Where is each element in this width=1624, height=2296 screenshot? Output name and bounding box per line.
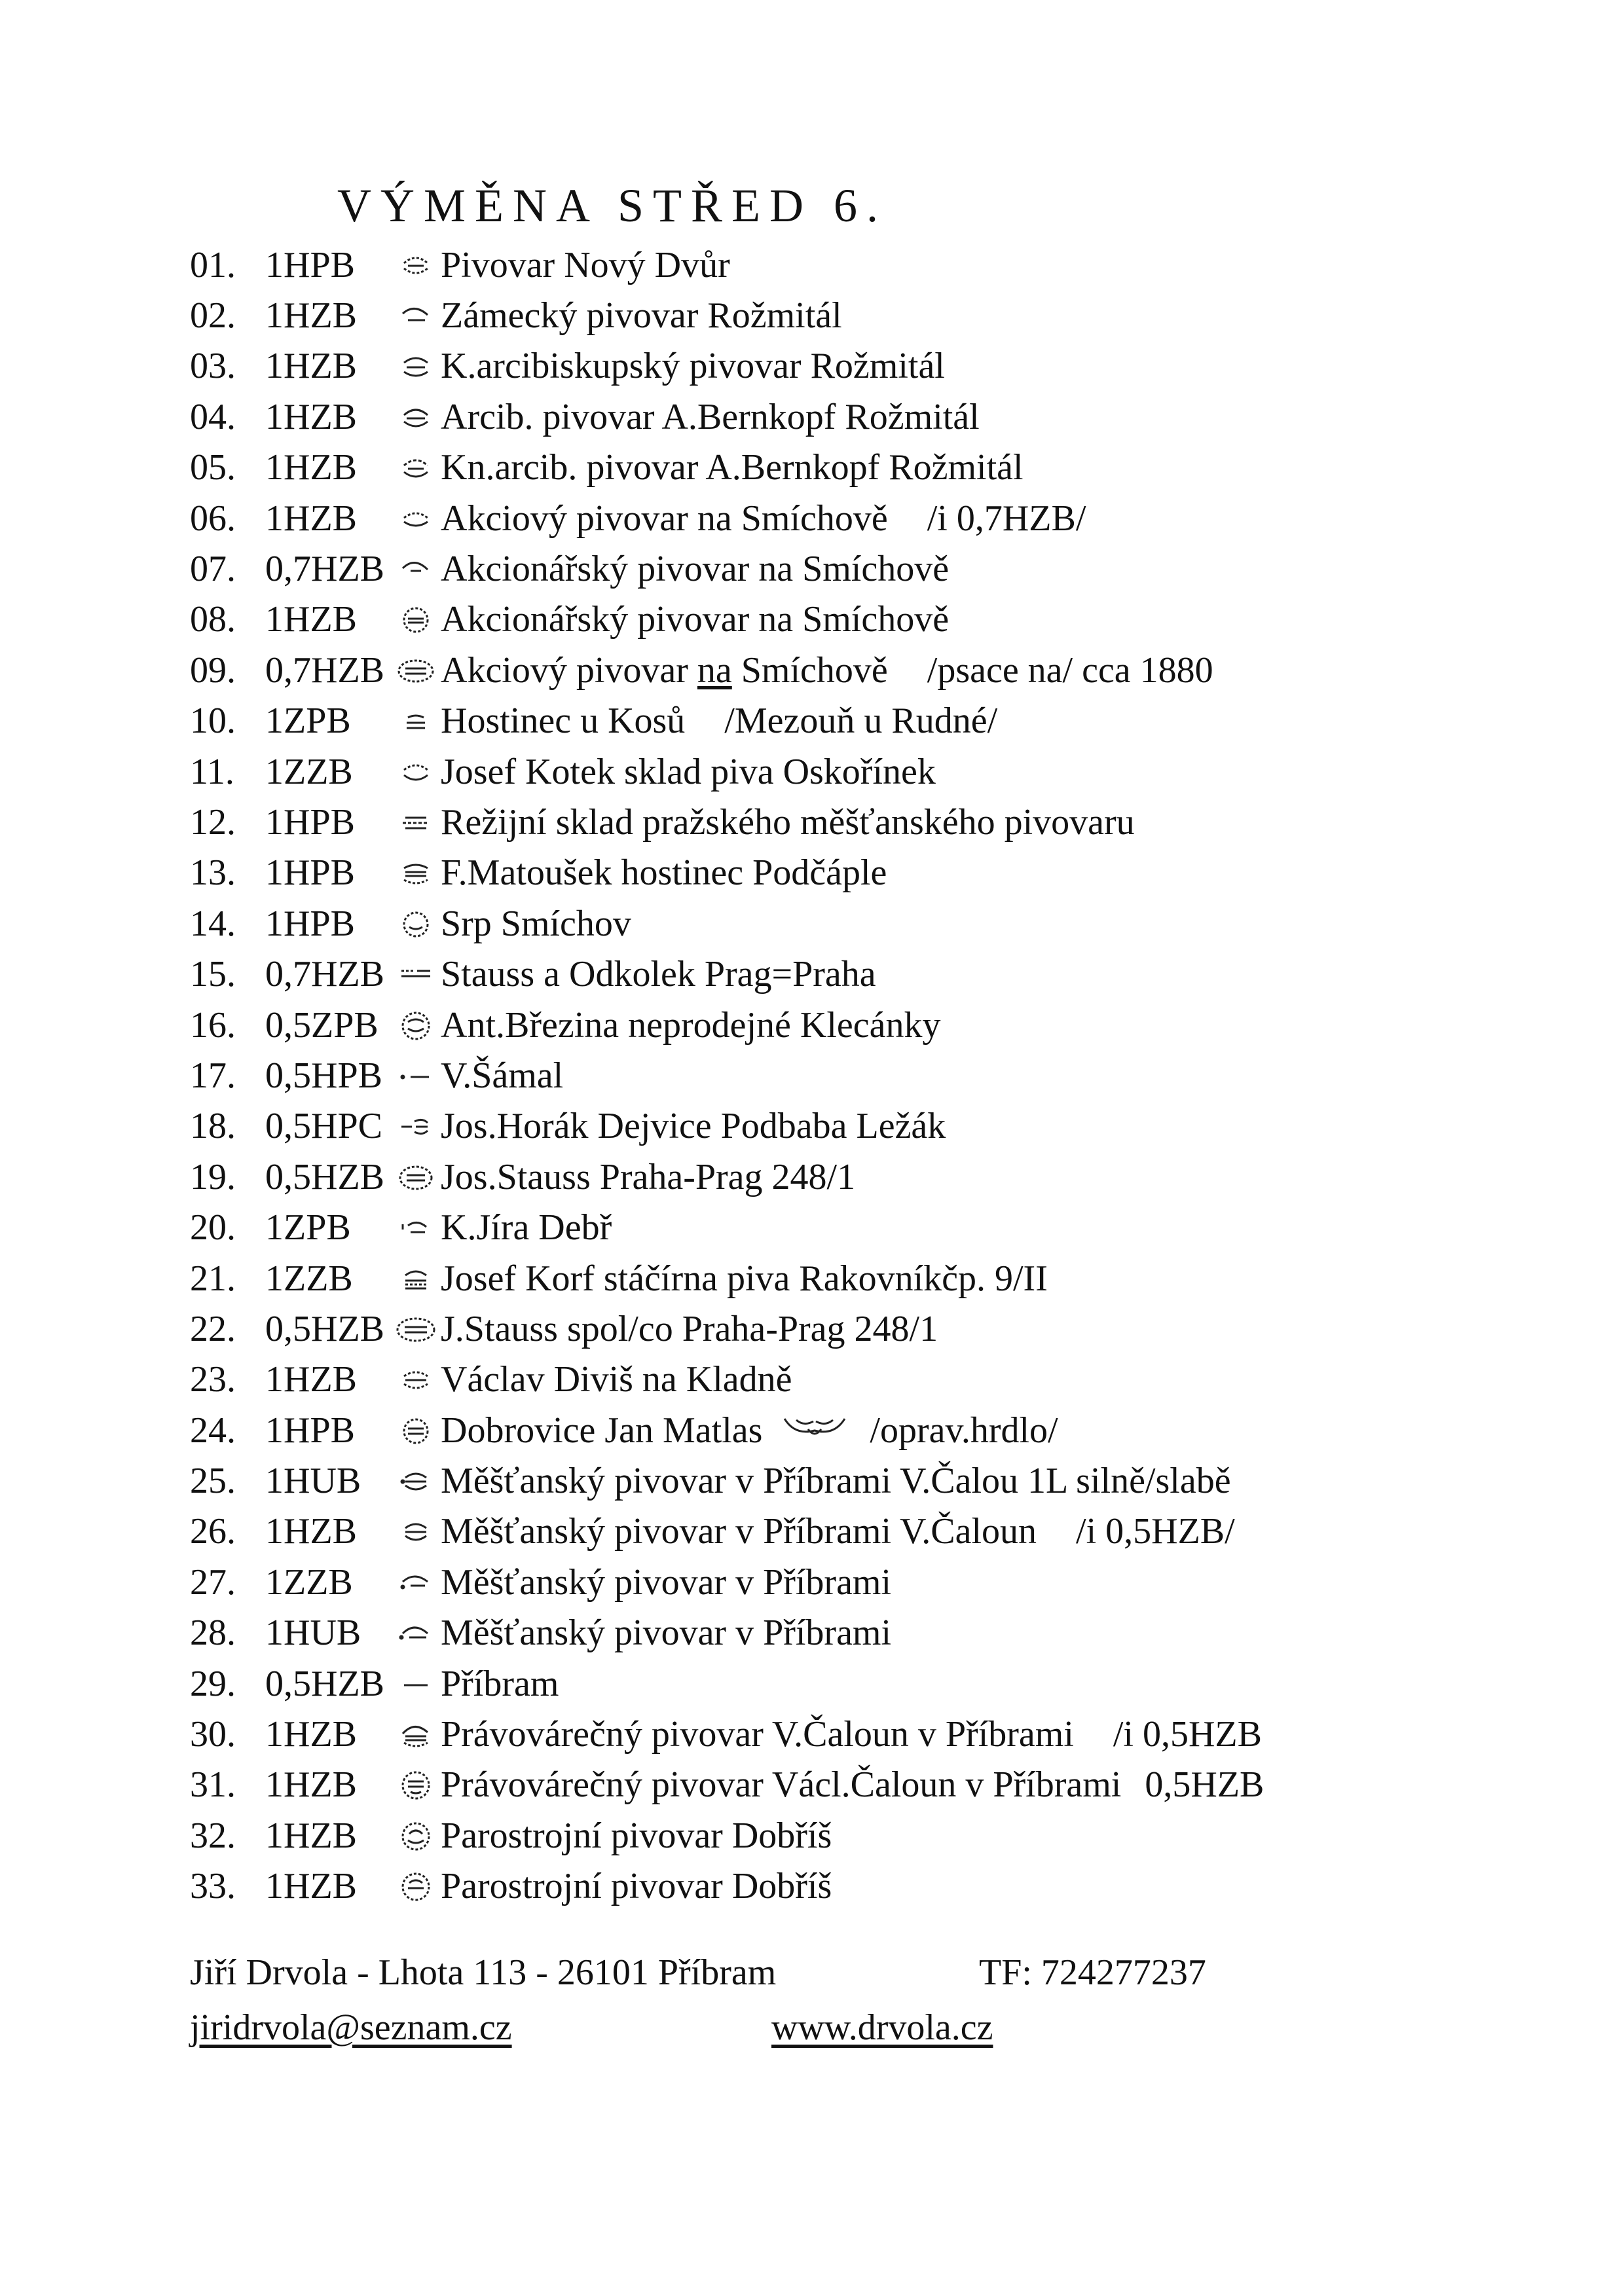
item-code: 1HZB: [265, 396, 357, 437]
item-description: Josef Korf stáčírna piva Rakovníkčp. 9/II: [441, 1258, 1048, 1299]
stopper-mark-icon: [391, 856, 441, 889]
stopper-mark-icon: [391, 1110, 441, 1142]
stopper-mark-icon: [391, 1161, 441, 1194]
contact-name-address: Jiří Drvola - Lhota 113 - 26101 Příbram: [190, 1952, 777, 1993]
contact-phone: TF: 724277237: [979, 1952, 1206, 1993]
list-item: [190, 1355, 1565, 1405]
item-code: 1HZB: [265, 1866, 357, 1907]
stopper-mark-icon: [391, 603, 441, 636]
item-description: Václav Diviš na Kladně: [441, 1359, 792, 1400]
list-item: [190, 594, 1565, 645]
list-item: [190, 443, 1565, 493]
bottle-list: [190, 240, 1565, 1912]
stopper-mark-icon: [391, 1767, 441, 1802]
stopper-mark-icon: [391, 1667, 441, 1700]
stopper-mark-icon: [391, 806, 441, 839]
item-number: 01.: [190, 244, 236, 285]
item-description: Jos.Horák Dejvice Podbaba Ležák: [441, 1106, 946, 1147]
item-number: 25.: [190, 1461, 236, 1502]
item-description: Akciový pivovar na Smíchově: [441, 498, 888, 539]
stopper-mark-icon: [391, 1818, 441, 1853]
item-number: 03.: [190, 346, 236, 387]
list-item: [190, 1000, 1565, 1050]
list-item: [190, 1760, 1565, 1810]
stopper-mark-icon: [391, 1868, 441, 1904]
list-item: [190, 1709, 1565, 1759]
list-item: [190, 1810, 1565, 1861]
item-code: 0,5HZB: [265, 1663, 384, 1704]
item-description: K.arcibiskupský pivovar Rožmitál: [441, 346, 945, 387]
item-code: 1HPB: [265, 801, 355, 843]
item-description: Akcionářský pivovar na Smíchově: [441, 599, 950, 640]
item-number: 13.: [190, 852, 236, 894]
stopper-mark-icon: [391, 1313, 441, 1345]
item-note: /i 0,5HZB/: [1076, 1511, 1235, 1552]
list-item: [190, 493, 1565, 543]
item-description: Akciový pivovar na Smíchově: [441, 649, 888, 691]
bottle-logo-icon: [782, 1412, 847, 1449]
item-code: 0,7HZB: [265, 954, 384, 995]
item-description: Jos.Stauss Praha-Prag 248/1: [441, 1156, 856, 1197]
item-number: 14.: [190, 903, 236, 944]
item-code: 1HPB: [265, 244, 355, 285]
stopper-mark-icon: [391, 299, 441, 332]
item-code: 0,5HZB: [265, 1156, 384, 1197]
item-note: /psace na/ cca 1880: [927, 649, 1213, 691]
item-description: Akcionářský pivovar na Smíchově: [441, 549, 950, 590]
item-description: Měšťanský pivovar v Příbrami V.Čaloun: [441, 1511, 1037, 1552]
stopper-mark-icon: [391, 451, 441, 484]
item-number: 28.: [190, 1613, 236, 1654]
stopper-mark-icon: [391, 502, 441, 535]
item-description: Právovárečný pivovar V.Čaloun v Příbrami: [441, 1714, 1074, 1755]
item-code: 1HZB: [265, 599, 357, 640]
item-description: Měšťanský pivovar v Příbrami: [441, 1561, 892, 1603]
item-number: 15.: [190, 954, 236, 995]
item-number: 09.: [190, 649, 236, 691]
item-number: 17.: [190, 1055, 236, 1096]
item-code: 1HZB: [265, 346, 357, 387]
item-code: 1ZZB: [265, 1561, 353, 1603]
item-number: 18.: [190, 1106, 236, 1147]
item-code: 1HZB: [265, 1815, 357, 1856]
item-description: Stauss a Odkolek Prag=Praha: [441, 954, 876, 995]
item-number: 21.: [190, 1258, 236, 1299]
item-description: J.Stauss spol/co Praha-Prag 248/1: [441, 1308, 938, 1349]
item-number: 22.: [190, 1308, 236, 1349]
item-description: Pivovar Nový Dvůr: [441, 244, 730, 285]
item-code: 0,5HZB: [265, 1308, 384, 1349]
item-number: 02.: [190, 295, 236, 337]
item-description: Měšťanský pivovar v Příbrami: [441, 1613, 892, 1654]
item-description: Kn.arcib. pivovar A.Bernkopf Rožmitál: [441, 447, 1024, 488]
stopper-mark-icon: [391, 249, 441, 282]
item-description: Dobrovice Jan Matlas: [441, 1410, 763, 1451]
item-code: 0,5HPB: [265, 1055, 382, 1096]
item-description: Josef Kotek sklad piva Oskořínek: [441, 751, 936, 792]
list-item: [190, 1202, 1565, 1252]
item-code: 0,7HZB: [265, 649, 384, 691]
stopper-mark-icon: [391, 1414, 441, 1447]
list-item: [190, 898, 1565, 949]
item-code: 1HZB: [265, 1764, 357, 1806]
item-code: 1HPB: [265, 852, 355, 894]
stopper-mark-icon: [391, 1465, 441, 1497]
contact-email-link[interactable]: jiridrvola@seznam.cz: [190, 2007, 512, 2048]
item-number: 33.: [190, 1866, 236, 1907]
item-number: 12.: [190, 801, 236, 843]
item-description: K.Jíra Debř: [441, 1207, 612, 1248]
page-title: VÝMĚNA STŘED 6.: [337, 179, 888, 232]
list-item: [190, 797, 1565, 847]
item-number: 23.: [190, 1359, 236, 1400]
list-item: [190, 1455, 1565, 1506]
item-number: 16.: [190, 1004, 236, 1046]
item-description: Parostrojní pivovar Dobříš: [441, 1866, 832, 1907]
item-number: 29.: [190, 1663, 236, 1704]
item-number: 05.: [190, 447, 236, 488]
item-note: /i 0,5HZB: [1113, 1714, 1262, 1755]
item-number: 10.: [190, 701, 236, 742]
item-code: 1HPB: [265, 1410, 355, 1451]
stopper-mark-icon: [391, 907, 441, 940]
stopper-mark-icon: [391, 1515, 441, 1548]
stopper-mark-icon: [391, 1363, 441, 1396]
stopper-mark-icon: [391, 1566, 441, 1599]
stopper-mark-icon: [391, 1059, 441, 1092]
item-code: 1HZB: [265, 295, 357, 337]
item-description: Arcib. pivovar A.Bernkopf Rožmitál: [441, 396, 980, 437]
list-item: [190, 1405, 1565, 1455]
item-description: Srp Smíchov: [441, 903, 631, 944]
item-number: 30.: [190, 1714, 236, 1755]
item-note: /i 0,7HZB/: [927, 498, 1086, 539]
item-note: 0,5HZB: [1145, 1764, 1264, 1806]
website-link[interactable]: www.drvola.cz: [771, 2007, 993, 2048]
list-item: [190, 1861, 1565, 1912]
item-description: V.Šámal: [441, 1055, 564, 1096]
item-code: 1HZB: [265, 447, 357, 488]
stopper-mark-icon: [391, 350, 441, 382]
item-description: Měšťanský pivovar v Příbrami V.Čalou 1L silně/slabě: [441, 1461, 1231, 1502]
item-number: 08.: [190, 599, 236, 640]
item-code: 1HUB: [265, 1613, 361, 1654]
item-code: 0,5HPC: [265, 1106, 382, 1147]
list-item: [190, 848, 1565, 898]
item-code: 1ZZB: [265, 1258, 353, 1299]
item-number: 26.: [190, 1511, 236, 1552]
stopper-mark-icon: [391, 1616, 441, 1649]
stopper-mark-icon: [391, 401, 441, 433]
list-item: [190, 392, 1565, 442]
stopper-mark-icon: [391, 1717, 441, 1752]
item-description: F.Matoušek hostinec Podčáple: [441, 852, 887, 894]
item-description: Ant.Březina neprodejné Klecánky: [441, 1004, 941, 1046]
list-item: [190, 543, 1565, 594]
stopper-mark-icon: [391, 756, 441, 788]
stopper-mark-icon: [391, 704, 441, 737]
item-code: 1HPB: [265, 903, 355, 944]
item-description: Režijní sklad pražského měšťanského pivovaru: [441, 801, 1135, 843]
list-item: [190, 290, 1565, 340]
item-note: /oprav.hrdlo/: [870, 1410, 1058, 1451]
stopper-mark-icon: [391, 1211, 441, 1244]
list-item: [190, 645, 1565, 695]
list-item: [190, 1253, 1565, 1303]
item-number: 31.: [190, 1764, 236, 1806]
item-number: 19.: [190, 1156, 236, 1197]
stopper-mark-icon: [391, 1008, 441, 1043]
item-code: 1ZZB: [265, 751, 353, 792]
stopper-mark-icon: [391, 958, 441, 991]
item-number: 24.: [190, 1410, 236, 1451]
stopper-mark-icon: [391, 553, 441, 585]
item-number: 07.: [190, 549, 236, 590]
item-code: 1ZPB: [265, 1207, 351, 1248]
stopper-mark-icon: [391, 654, 441, 687]
item-number: 04.: [190, 396, 236, 437]
list-item: [190, 1608, 1565, 1658]
item-code: 1ZPB: [265, 701, 351, 742]
item-code: 1HZB: [265, 498, 357, 539]
item-description: Právovárečný pivovar Václ.Čaloun v Příbrami: [441, 1764, 1122, 1806]
list-item: [190, 1506, 1565, 1557]
list-item: [190, 1152, 1565, 1202]
list-item: [190, 341, 1565, 392]
item-code: 1HZB: [265, 1359, 357, 1400]
item-description: Příbram: [441, 1663, 559, 1704]
list-item: [190, 746, 1565, 797]
list-item: [190, 240, 1565, 290]
item-description: Zámecký pivovar Rožmitál: [441, 295, 842, 337]
item-description: Parostrojní pivovar Dobříš: [441, 1815, 832, 1856]
item-number: 11.: [190, 751, 234, 792]
item-code: 0,7HZB: [265, 549, 384, 590]
item-note: /Mezouň u Rudné/: [724, 701, 998, 742]
stopper-mark-icon: [391, 1262, 441, 1295]
list-item: [190, 1050, 1565, 1101]
list-item: [190, 1303, 1565, 1354]
list-item: [190, 1557, 1565, 1607]
list-item: [190, 949, 1565, 999]
item-number: 20.: [190, 1207, 236, 1248]
list-item: [190, 1101, 1565, 1152]
item-code: 1HZB: [265, 1511, 357, 1552]
item-number: 32.: [190, 1815, 236, 1856]
item-number: 06.: [190, 498, 236, 539]
item-code: 1HZB: [265, 1714, 357, 1755]
item-description: Hostinec u Kosů: [441, 701, 686, 742]
item-code: 1HUB: [265, 1461, 361, 1502]
item-code: 0,5ZPB: [265, 1004, 378, 1046]
item-number: 27.: [190, 1561, 236, 1603]
list-item: [190, 696, 1565, 746]
list-item: [190, 1658, 1565, 1709]
